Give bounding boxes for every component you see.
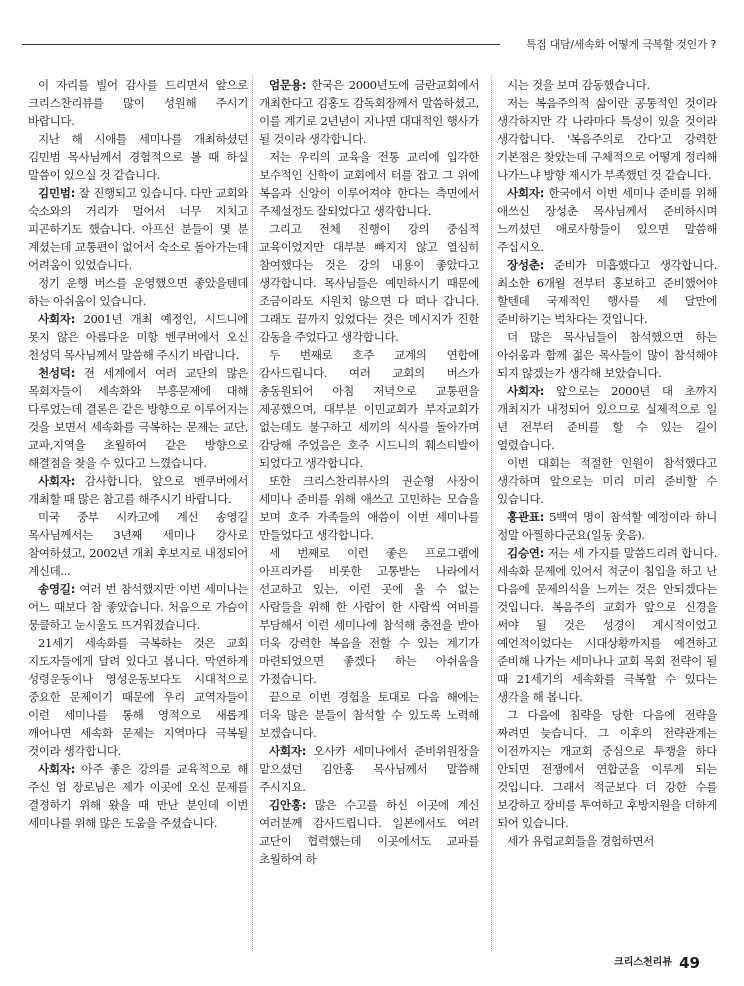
paragraph-text: 끝으로 이번 경험을 토대로 다음 해에는 더욱 많은 분들이 참석할 수 있도록 노력해 보겠습니다. — [259, 690, 479, 740]
paragraph-text: 그 다음에 침략을 당한 다음에 전략을 짜려면 늦습니다. 그 이후의 전략관계는 이전까지는 개교회 중심으로 투쟁을 하다 안되면 전쟁에서 연합군을 이루게 되는 것입니다. 그래서 적군보다 더 강한 수를 보강하고 장비를 투여하고 후방지원을 더하게 되어 있습니다. — [497, 708, 717, 830]
paragraph-text: 저는 우리의 교육을 전통 교리에 입각한 보수적인 신학이 교회에서 터를 잡고 그 위에 복음과 신앙이 이루어져야 한다는 측면에서 주제설정도 잘되었다고 생각합니다. — [259, 150, 479, 218]
speaker-label: 사회자: — [507, 384, 545, 398]
paragraph-text: 21세기 세속화를 극복하는 것은 교회 지도자들에게 달려 있다고 봅니다. 막연하게 성령운동이나 영성운동보다도 시대적으로 중요한 문제이기 때문에 우리 교역자들이 이런 세미나를 통해 영적으로 새롭게 깨어나면 세속화 문제는 지역마다 극복될 것이라 생각합니다. — [28, 636, 248, 758]
paragraph — [259, 472, 479, 544]
paragraph-text: 감사합니다. 앞으로 벤쿠버에서 개최할 때 많은 참고를 해주시기 바랍니다. — [28, 474, 248, 506]
paragraph — [28, 274, 248, 310]
paragraph-text: 여러 번 참석했지만 이번 세미나는 어느 때보다 참 좋았습니다. 처음으로 가슴이 뭉클하고 눈시울도 뜨거워졌습니다. — [28, 582, 248, 632]
speaker-label: 사회자: — [507, 186, 545, 200]
paragraph — [259, 346, 479, 472]
paragraph-text: 2001년 개최 예정인, 시드니에 못지 않은 아름다운 미항 벤쿠버에서 오신 천성덕 목사님께서 말씀해 주시기 바랍니다. — [28, 312, 248, 362]
paragraph — [28, 310, 248, 364]
paragraph — [28, 130, 248, 184]
paragraph — [497, 328, 717, 382]
paragraph-text: 미국 중부 시카고에 계신 송영길 목사님께서는 3년째 세미나 강사로 참여하셨고, 2002년 개최 후보지로 내정되어 계신데... — [28, 510, 248, 578]
paragraph-text: 전 세계에서 여러 교단의 많은 목회자들이 세속화와 부흥문제에 대해 다루었는데 결론은 같은 방향으로 이루어지는 것을 보면서 세속화를 극복하는 문제는 교단,교파,지역을 초월하여 같은 방향으로 해결점을 찾을 수 있다고 느꼈습니다. — [28, 366, 248, 470]
paragraph — [259, 76, 479, 148]
speaker-label: 김안홍: — [269, 798, 307, 812]
paragraph — [497, 706, 717, 832]
paragraph — [28, 76, 248, 130]
paragraph — [28, 508, 248, 580]
paragraph-text: 시는 것을 보며 감동했습니다. — [507, 78, 650, 92]
paragraph — [497, 832, 717, 850]
paragraph-text: 앞으로는 2000년 대 초까지 개최지가 내정되어 있으므로 실제적으로 일 년 전부터 준비를 할 수 있는 길이 열렸습니다. — [497, 384, 717, 452]
speaker-label: 천성덕: — [38, 366, 76, 380]
speaker-label: 송영길: — [38, 582, 76, 596]
speaker-label: 사회자: — [38, 762, 76, 776]
paragraph — [259, 544, 479, 688]
paragraph-text: 아주 좋은 강의를 교육적으로 해 주신 엄 장로님은 제가 이곳에 오신 문제를 결정하기 위해 왔을 때 만난 분인데 이번 세미나를 위해 많은 도움을 주셨습니다. — [28, 762, 248, 830]
header-rule — [22, 44, 500, 45]
column-3 — [497, 76, 717, 956]
paragraph-text: 잘 진행되고 있습니다. 다만 교회와 숙소와의 거리가 멀어서 너무 지치고 피곤하기도 했습니다. 아프신 분들이 몇 분 계셨는데 교통편이 없어서 숙소로 돌아가는데 어려움이 있었습니다. — [28, 186, 248, 272]
paragraph-text: 지난 해 시애틀 세미나를 개최하셨던 김민범 목사님께서 경험적으로 볼 때 하실 말씀이 있으실 것 같습니다. — [28, 132, 248, 182]
paragraph — [259, 220, 479, 346]
paragraph — [28, 184, 248, 274]
speaker-label: 김민범: — [38, 186, 76, 200]
paragraph — [259, 688, 479, 742]
article-body — [28, 76, 718, 956]
paragraph-text: 많은 수고를 하신 이곳에 계신 여러분께 감사드립니다. 일본에서도 여러 교단이 협력했는데 이곳에서도 교파를 초월하여 하 — [259, 798, 479, 866]
paragraph-text: 준비가 미흡했다고 생각합니다. 최소한 6개월 전부터 홍보하고 준비했어야 할텐데 국제적인 행사를 세 달만에 준비하기는 벅차다는 것입니다. — [497, 258, 717, 326]
paragraph-text: 또한 크리스찬리뷰사의 권순형 사장이 세미나 준비를 위해 애쓰고 고민하는 모습을 보며 호주 가족들의 애씀이 이번 세미나를 만들었다고 생각합니다. — [259, 474, 479, 542]
speaker-label: 사회자: — [38, 312, 76, 326]
paragraph-text: 이 자리를 빌어 감사를 드리면서 앞으로 크리스찬리뷰를 많이 성원해 주시기 바랍니다. — [28, 78, 248, 128]
paragraph — [28, 472, 248, 508]
column-1 — [28, 76, 248, 956]
paragraph-text: 두 번째로 호주 교계의 연합에 감사드립니다. 여러 교회의 버스가 총동원되어 아침 저녁으로 교통편을 제공했으며, 대부분 이민교회가 부자교회가 없는데도 불구하고 세끼의 식사를 돌아가며 감당해 주었음은 호주 시드니의 훼스티발이 되었다고 생각합니다. — [259, 348, 479, 470]
paragraph — [497, 256, 717, 328]
running-header: 특집 대담/세속화 어떻게 극복할 것인가 ? — [525, 38, 716, 51]
paragraph-text: 이번 대회는 적절한 인원이 참석했다고 생각하며 앞으로는 미리 미리 준비할 수 있습니다. — [497, 456, 717, 506]
paragraph-text: 한국에서 이번 세미나 준비를 위해 애쓰신 장성춘 목사님께서 준비하시며 느끼셨던 애로사항들이 있으면 말씀해 주십시오. — [497, 186, 717, 254]
paragraph-text: 5백여 명이 참석할 예정이라 하니 정말 아찔하다군요(일동 웃음). — [497, 510, 717, 542]
paragraph — [497, 76, 717, 94]
paragraph — [497, 544, 717, 706]
paragraph-text: 그리고 전체 진행이 강의 중심적 교육이었지만 대부분 빠지지 않고 열심히 참여했다는 것은 강의 내용이 좋았다고 생각합니다. 목사님들은 예민하시기 때문에 조금이라도 시원치 않으면 다 떠나 갑니다. 그래도 끝까지 있었다는 것은 메시지가 진한 감동을 주었다고 생각합니다. — [259, 222, 479, 344]
paragraph-text: 저는 세 가지를 말씀드리려 합니다. 세속화 문제에 있어서 적군이 침입을 하고 난 다음에 문제의식을 느끼는 것은 안되겠다는 것입니다. 복음주의 교회가 앞으로 신경을 써야 될 것은 성경이 계시적이었고 예언적이었다는 시대상황까지를 예견하고 준비해 나가는 세미나나 교회 목회 전략이 될 때 21세기의 세속화를 극복할 수 있다는 생각을 해 봅니다. — [497, 546, 717, 704]
column-2 — [259, 76, 479, 956]
speaker-label: 엄문용: — [269, 78, 307, 92]
paragraph — [259, 796, 479, 868]
paragraph — [497, 94, 717, 184]
speaker-label: 장성춘: — [507, 258, 545, 272]
paragraph — [497, 382, 717, 454]
paragraph-text: 세 번째로 이런 좋은 프로그램에 아프리카를 비롯한 고통받는 나라에서 선교하고 있는, 이런 곳에 올 수 없는 사람들을 위해 한 사람이 한 사람씩 여비를 부담해서 이런 세미나에 참석해 충전을 받아 더욱 강력한 복음을 전할 수 있는 계기가 마련되었으면 좋겠다 하는 아쉬움을 가졌습니다. — [259, 546, 479, 686]
paragraph — [28, 760, 248, 832]
speaker-label: 김승연: — [507, 546, 545, 560]
paragraph — [28, 634, 248, 760]
paragraph-text: 더 많은 목사님들이 참석했으면 하는 아쉬움과 함께 젊은 목사들이 많이 참석해야 되지 않겠는가 생각해 보았습니다. — [497, 330, 717, 380]
paragraph — [28, 364, 248, 472]
paragraph — [497, 508, 717, 544]
speaker-label: 사회자: — [269, 744, 307, 758]
publication-name: 크리스천리뷰 — [614, 957, 672, 968]
page-number: 49 — [679, 954, 700, 972]
paragraph-text: 정기 운행 버스를 운영했으면 좋았을텐데 하는 아쉬움이 있습니다. — [28, 276, 248, 308]
paragraph-text: 세가 유럽교회들을 경험하면서 — [507, 834, 654, 848]
paragraph — [28, 580, 248, 634]
paragraph-text: 오사카 세미나에서 준비위원장을 맡으셨던 김안홍 목사님께서 말씀해 주시지요. — [259, 744, 479, 794]
paragraph — [259, 148, 479, 220]
speaker-label: 홍관표: — [507, 510, 545, 524]
paragraph — [497, 454, 717, 508]
paragraph-text: 한국은 2000년도에 금란교회에서 개최한다고 김홍도 감독회장께서 말씀하셨고, 이를 계기로 2년년이 지나면 대대적인 행사가 될 것이라 생각합니다. — [259, 78, 479, 146]
paragraph — [497, 184, 717, 256]
paragraph — [259, 742, 479, 796]
paragraph-text: 저는 복음주의적 삶이란 공통적인 것이라 생각하지만 각 나라마다 특성이 있을 것이라 생각합니다. '복음주의로 간다'고 강력한 기본점은 찾았는데 구체적으로 어떻게 정리해 나가느냐 방향 제시가 부족했던 것 같습니다. — [497, 96, 717, 182]
speaker-label: 사회자: — [38, 474, 76, 488]
